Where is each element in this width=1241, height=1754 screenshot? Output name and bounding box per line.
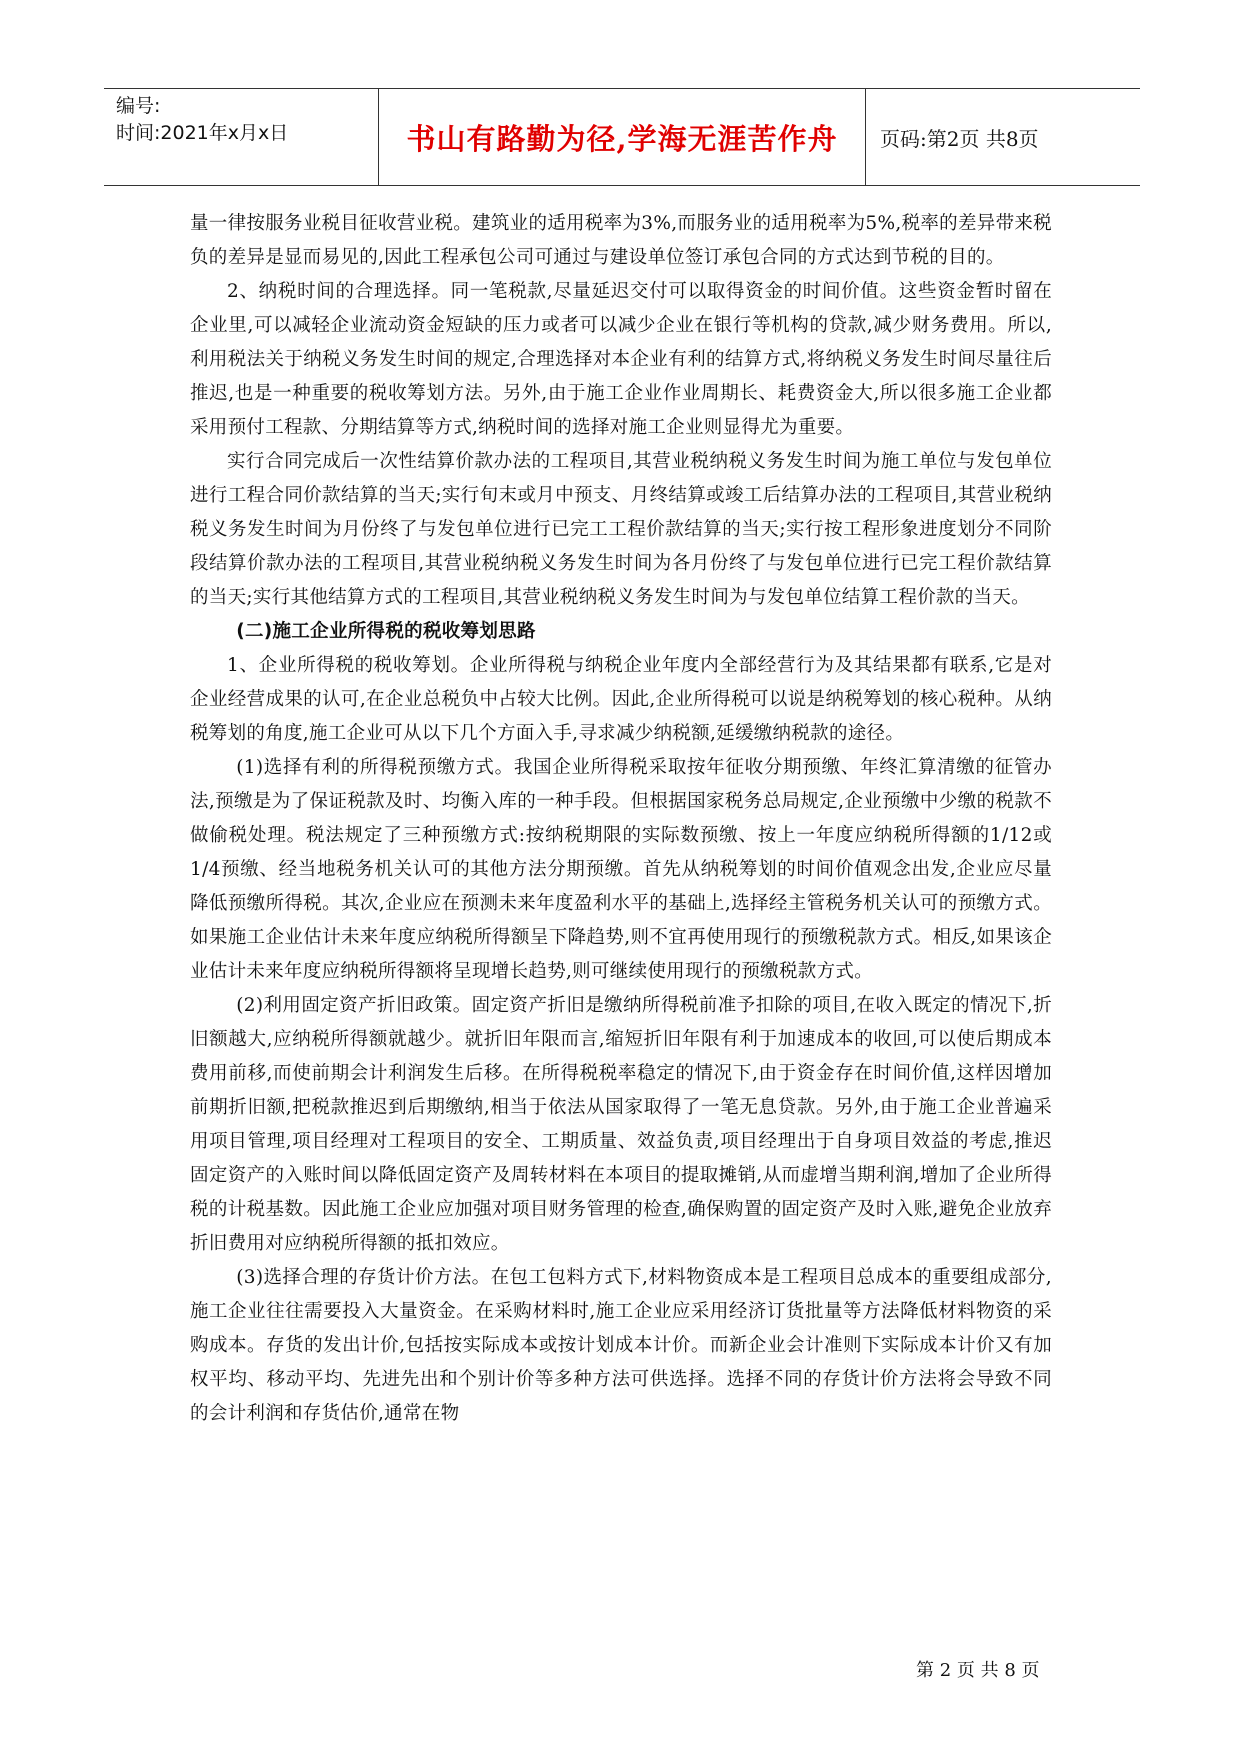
paragraph: 实行合同完成后一次性结算价款办法的工程项目,其营业税纳税义务发生时间为施工单位与发包单位进行工程合同价款结算的当天;实行旬末或月中预支、月终结算或竣工后结算办法的工程项目,其营业税纳税义务发生时间为月份终了与发包单位进行已完工工程价款结算的当天;实行按工程形象进度划分不同阶段结算价款办法的工程项目,其营业税纳税义务发生时间为各月份终了与发包单位进行已完工程价款结算的当天;实行其他结算方式的工程项目,其营业税纳税义务发生时间为与发包单位结算工程价款的当天。 xyxy=(190,451,1052,608)
header-meta xyxy=(104,89,379,185)
header-motto: 书山有路勤为径,学海无涯苦作舟 xyxy=(379,89,866,185)
paragraph: (2)利用固定资产折旧政策。固定资产折旧是缴纳所得税前准予扣除的项目,在收入既定的情况下,折旧额越大,应纳税所得额就越少。就折旧年限而言,缩短折旧年限有利于加速成本的收回,可以使后期成本费用前移,而使前期会计利润发生后移。在所得税税率稳定的情况下,由于资金存在时间价值,这样因增加前期折旧额,把税款推迟到后期缴纳,相当于依法从国家取得了一笔无息贷款。另外,由于施工企业普遍采用项目管理,项目经理对工程项目的安全、工期质量、效益负责,项目经理出于自身项目效益的考虑,推迟固定资产的入账时间以降低固定资产及周转材料在本项目的提取摊销,从而虚增当期利润,增加了企业所得税的计税基数。因此施工企业应加强对项目财务管理的检查,确保购置的固定资产及时入账,避免企业放弃折旧费用对应纳税所得额的抵扣效应。 xyxy=(190,995,1052,1254)
paragraph: 1、企业所得税的税收筹划。企业所得税与纳税企业年度内全部经营行为及其结果都有联系,它是对企业经营成果的认可,在企业总税负中占较大比例。因此,企业所得税可以说是纳税筹划的核心税种。从纳税筹划的角度,施工企业可从以下几个方面入手,寻求减少纳税额,延缓缴纳税款的途径。 xyxy=(190,655,1052,744)
document-number: 编号: xyxy=(116,95,161,117)
paragraph: 量一律按服务业税目征收营业税。建筑业的适用税率为3%,而服务业的适用税率为5%,税率的差异带来税负的差异是显而易见的,因此工程承包公司可通过与建设单位签订承包合同的方式达到节税的目的。 xyxy=(190,213,1052,268)
paragraph: (3)选择合理的存货计价方法。在包工包料方式下,材料物资成本是工程项目总成本的重要组成部分,施工企业往往需要投入大量资金。在采购材料时,施工企业应采用经济订货批量等方法降低材料物资的采购成本。存货的发出计价,包括按实际成本或按计划成本计价。而新企业会计准则下实际成本计价又有加权平均、移动平均、先进先出和个别计价等多种方法可供选择。选择不同的存货计价方法将会导致不同的会计利润和存货估价,通常在物 xyxy=(190,1267,1052,1424)
document-time: 时间:2021年x月x日 xyxy=(116,122,289,144)
paragraph: 2、纳税时间的合理选择。同一笔税款,尽量延迟交付可以取得资金的时间价值。这些资金暂时留在企业里,可以减轻企业流动资金短缺的压力或者可以减少企业在银行等机构的贷款,减少财务费用。所以,利用税法关于纳税义务发生时间的规定,合理选择对本企业有利的结算方式,将纳税义务发生时间尽量往后推迟,也是一种重要的税收筹划方法。另外,由于施工企业作业周期长、耗费资金大,所以很多施工企业都采用预付工程款、分期结算等方式,纳税时间的选择对施工企业则显得尤为重要。 xyxy=(190,281,1052,438)
section-heading: (二)施工企业所得税的税收筹划思路 xyxy=(236,621,536,642)
document-body xyxy=(190,207,1052,1431)
header-page-number: 页码:第2页 共8页 xyxy=(880,126,1039,151)
page-header xyxy=(104,88,1140,186)
page-footer: 第 2 页 共 8 页 xyxy=(916,1660,1040,1681)
paragraph: (1)选择有利的所得税预缴方式。我国企业所得税采取按年征收分期预缴、年终汇算清缴的征管办法,预缴是为了保证税款及时、均衡入库的一种手段。但根据国家税务总局规定,企业预缴中少缴的税款不做偷税处理。税法规定了三种预缴方式:按纳税期限的实际数预缴、按上一年度应纳税所得额的1/12或1/4预缴、经当地税务机关认可的其他方法分期预缴。首先从纳税筹划的时间价值观念出发,企业应尽量降低预缴所得税。其次,企业应在预测未来年度盈利水平的基础上,选择经主管税务机关认可的预缴方式。如果施工企业估计未来年度应纳税所得额呈下降趋势,则不宜再使用现行的预缴税款方式。相反,如果该企业估计未来年度应纳税所得额将呈现增长趋势,则可继续使用现行的预缴税款方式。 xyxy=(190,757,1052,982)
